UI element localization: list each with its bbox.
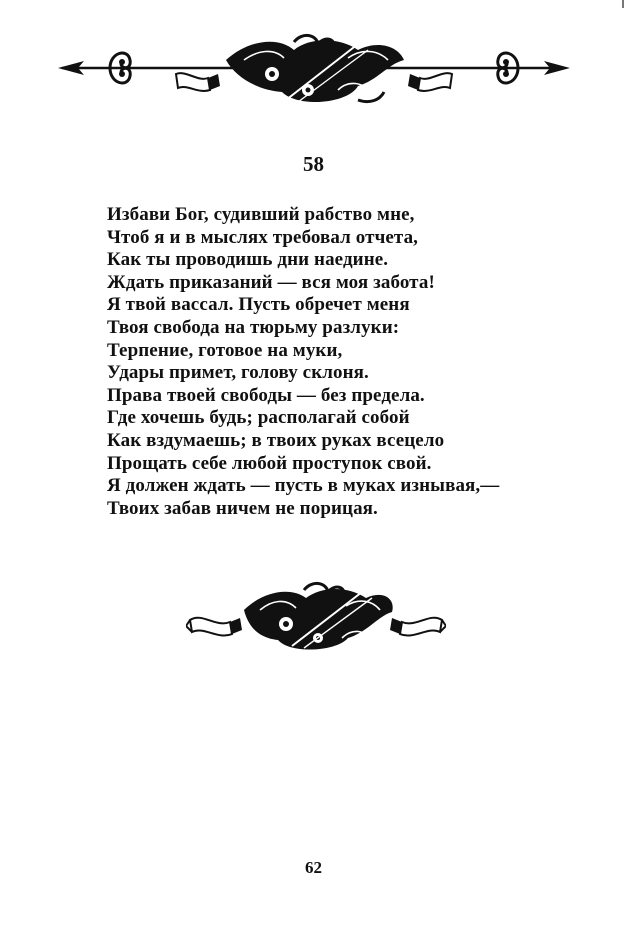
top-floral-ornament	[58, 30, 570, 116]
poem-line: Ждать приказаний — вся моя забота!	[107, 271, 435, 293]
poem-line: Я твой вассал. Пусть обречет меня	[107, 294, 410, 316]
poem-line: Как ты проводишь дни наедине.	[107, 249, 389, 271]
poem-line: Твоя свобода на тюрьму разлуки:	[107, 316, 400, 338]
poem-line: Терпение, готовое на муки,	[107, 339, 343, 361]
poem-line: Права твоей свободы — без предела.	[107, 384, 425, 406]
poem-line: Как вздумаешь; в твоих руках всецело	[107, 429, 445, 451]
bottom-floral-ornament	[186, 580, 446, 654]
poem-line: Я должен ждать — пусть в муках изнывая,—	[107, 475, 500, 497]
scan-edge-mark	[622, 0, 624, 8]
poem-line: Удары примет, голову склоня.	[107, 362, 369, 384]
poem-line: Чтоб я и в мыслях требовал отчета,	[107, 226, 419, 248]
page-number: 62	[305, 858, 322, 877]
poem-line: Прощать себе любой проступок свой.	[107, 452, 432, 474]
poem-line: Где хочешь будь; располагай собой	[107, 407, 410, 429]
poem-line: Твоих забав ничем не порицая.	[107, 497, 378, 519]
poem-line: Избави Бог, судивший рабство мне,	[107, 204, 415, 225]
poem-number: 58	[303, 152, 324, 176]
poem-text	[107, 204, 587, 520]
